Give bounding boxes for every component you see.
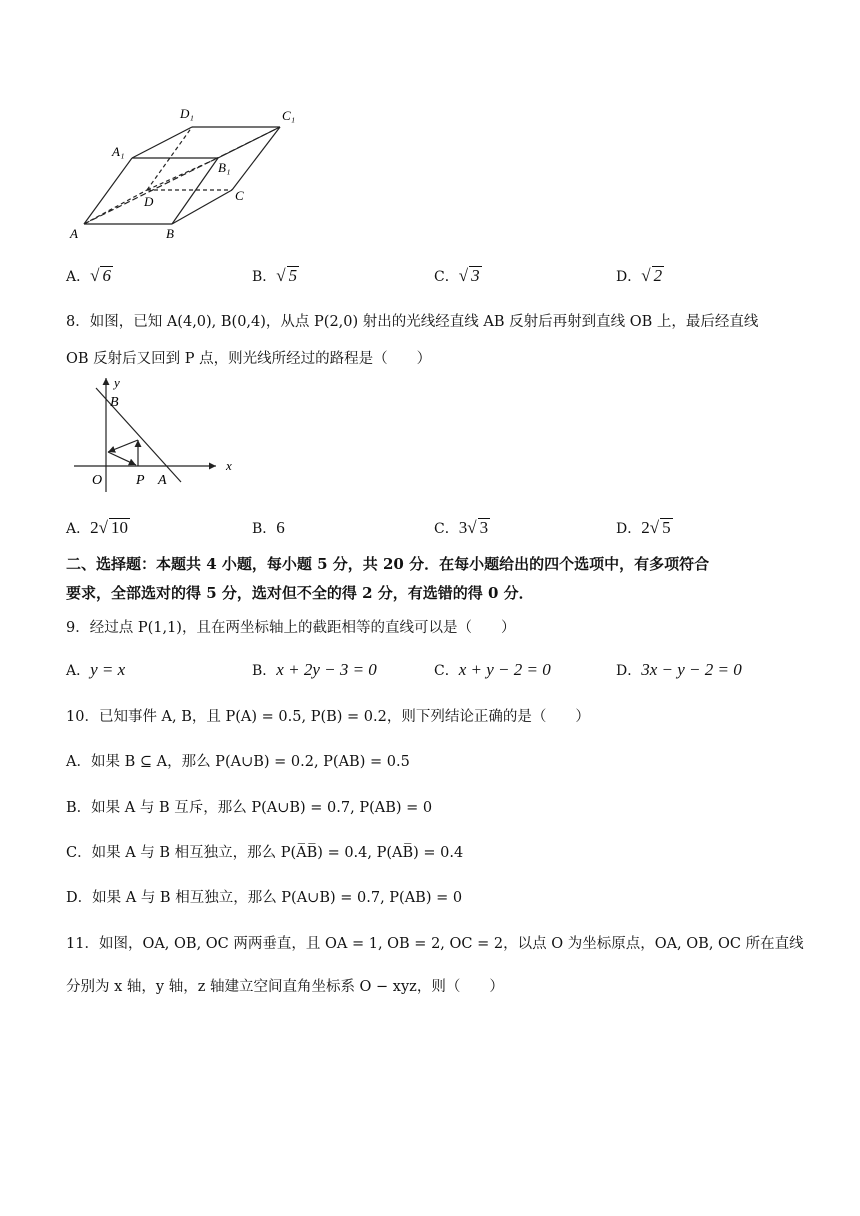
label-B: B xyxy=(110,395,119,410)
q9-option-d[interactable]: D．3x − y − 2 = 0 xyxy=(616,660,742,679)
section2-header-line2: 要求，全部选对的得 5 分，选对但不全的得 2 分，有选错的得 0 分． xyxy=(66,584,534,602)
q10-option-c[interactable]: C．如果 A 与 B 相互独立，那么 P(A̅B̅) = 0.4, P(AB̅) = 0.4 xyxy=(66,845,464,861)
label-A1: A₁ xyxy=(112,144,125,159)
q7-c-radicand: 3 xyxy=(471,266,480,285)
label-D1: D₁ xyxy=(180,106,194,121)
q8-c-radicand: 3 xyxy=(479,518,489,537)
label-A: A xyxy=(158,473,167,488)
q8-d-radicand: 5 xyxy=(662,518,671,537)
q10-option-d[interactable]: D．如果 A 与 B 相互独立，那么 P(A∪B) = 0.7, P(AB) = 0 xyxy=(66,890,463,906)
q9-option-b[interactable]: B．x + 2y − 3 = 0 xyxy=(252,660,377,679)
section2-header-line1: 二、选择题：本题共 4 小题，每小题 5 分，共 20 分．在每小题给出的四个选项中，有多项符合 xyxy=(66,555,710,573)
q7-a-radicand: 6 xyxy=(102,266,111,285)
q7-option-a[interactable]: A．√ 6 xyxy=(66,266,111,285)
q10-stem: 10．已知事件 A, B，且 P(A) = 0.5, P(B) = 0.2，则下列结论正确的是（ ） xyxy=(66,709,590,725)
q8-option-a[interactable]: A．2√ 10 xyxy=(66,518,128,537)
q8-option-c[interactable]: C．3√ 3 xyxy=(434,518,489,537)
label-O: O xyxy=(92,473,103,488)
label-C1: C₁ xyxy=(282,108,296,123)
parallelepiped-figure xyxy=(62,98,312,248)
q8-a-radicand: 10 xyxy=(110,518,128,537)
q7-option-c[interactable]: C．√ 3 xyxy=(434,266,480,285)
q8-option-b[interactable]: B．6 xyxy=(252,518,285,537)
q7-d-radicand: 2 xyxy=(653,266,663,285)
q9-option-a[interactable]: A．y = x xyxy=(66,660,126,679)
label-C: C xyxy=(235,188,244,203)
q8-option-d[interactable]: D．2√ 5 xyxy=(616,518,671,537)
q7-option-d[interactable]: D．√ 2 xyxy=(616,266,663,285)
q8-stem-line1: 8．如图，已知 A(4,0), B(0,4)，从点 P(2,0) 射出的光线经直线 AB 反射后再射到直线 OB 上，最后经直线 xyxy=(66,314,759,330)
label-D: D xyxy=(144,194,154,209)
q9-option-c[interactable]: C．x + y − 2 = 0 xyxy=(434,660,551,679)
q11-stem-line2: 分别为 x 轴，y 轴，z 轴建立空间直角坐标系 O − xyz，则（ ） xyxy=(66,979,504,995)
reflection-figure xyxy=(66,374,246,494)
q10-option-a[interactable]: A．如果 B ⊆ A，那么 P(A∪B) = 0.2, P(AB) = 0.5 xyxy=(66,754,410,770)
label-P: P xyxy=(136,473,145,488)
q7-b-radicand: 5 xyxy=(288,266,298,285)
q8-stem-line2: OB 反射后又回到 P 点，则光线所经过的路程是（ ） xyxy=(66,351,432,367)
q9-stem: 9．经过点 P(1,1)，且在两坐标轴上的截距相等的直线可以是（ ） xyxy=(66,620,516,636)
label-A: A xyxy=(70,226,78,241)
q7-option-b[interactable]: B．√ 5 xyxy=(252,266,298,285)
q10-option-b[interactable]: B．如果 A 与 B 互斥，那么 P(A∪B) = 0.7, P(AB) = 0 xyxy=(66,800,433,816)
label-y: y xyxy=(114,375,120,390)
label-B: B xyxy=(166,226,174,241)
label-x: x xyxy=(226,458,232,473)
label-B1: B₁ xyxy=(218,160,231,175)
q11-stem-line1: 11．如图，OA, OB, OC 两两垂直，且 OA = 1, OB = 2, OC = 2，以点 O 为坐标原点，OA, OB, OC 所在直线 xyxy=(66,936,804,952)
